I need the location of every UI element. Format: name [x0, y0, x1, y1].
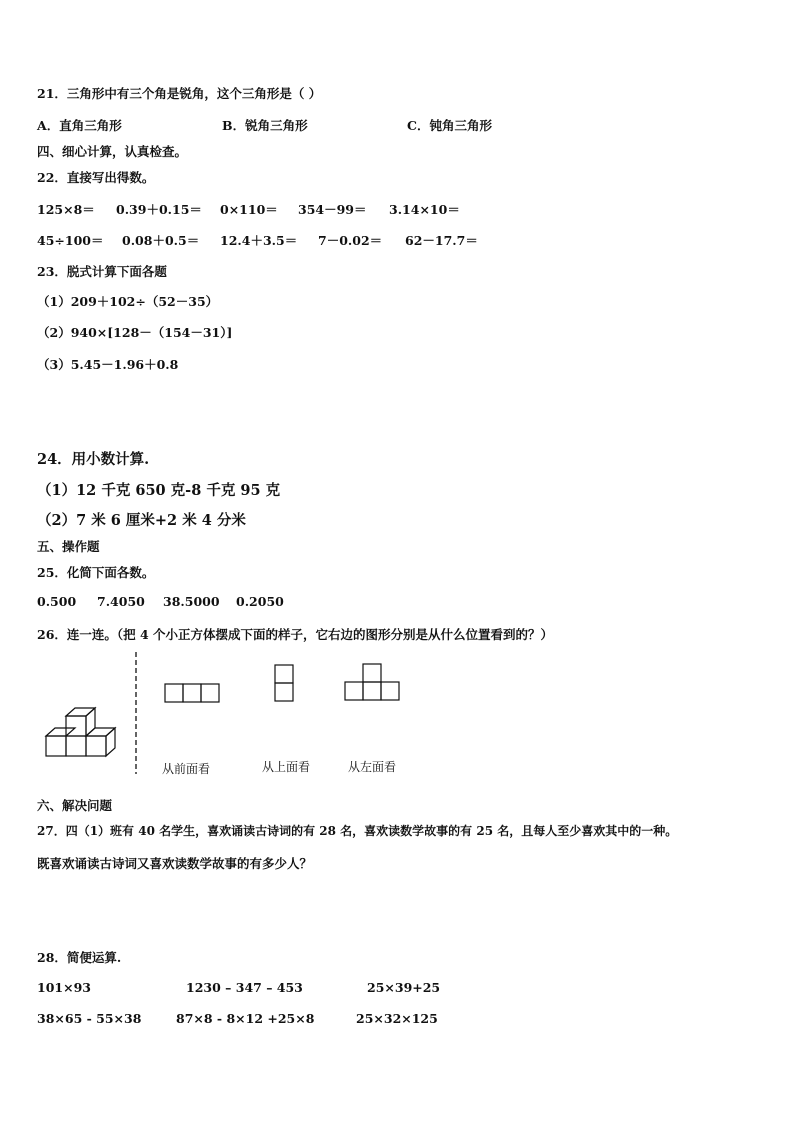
- q25-number: 7.4050: [97, 594, 145, 609]
- q23-item-3: （3）5.45－1.96＋0.8: [37, 357, 179, 372]
- q22-item: 354－99＝: [298, 202, 367, 217]
- q22-stem: 22．直接写出得数。: [37, 170, 155, 185]
- q28-item: 101×93: [37, 980, 91, 995]
- q24-stem: 24．用小数计算.: [37, 451, 150, 468]
- view-label-left: 从左面看: [348, 760, 397, 774]
- q23-stem: 23．脱式计算下面各题: [37, 264, 167, 279]
- q22-item: 0.39＋0.15＝: [116, 202, 202, 217]
- section-6-heading: 六、解决问题: [37, 798, 113, 813]
- q21-option-a: A．直角三角形: [37, 118, 122, 133]
- q22-item: 125×8＝: [37, 202, 95, 217]
- q28-item: 1230 – 347 – 453: [186, 980, 303, 995]
- q22-item: 0.08＋0.5＝: [122, 233, 200, 248]
- q25-stem: 25．化简下面各数。: [37, 565, 155, 580]
- q23-item-2: （2）940×[128－（154－31）]: [37, 325, 233, 340]
- section-4-heading: 四、细心计算，认真检查。: [37, 144, 188, 159]
- q24-item-2: （2）7 米 6 厘米+2 米 4 分米: [37, 512, 246, 529]
- q28-item: 38×65 - 55×38: [37, 1011, 142, 1026]
- q21-option-c: C．钝角三角形: [407, 118, 492, 133]
- front-view-figure: [164, 683, 222, 703]
- q28-item: 87×8 - 8×12 +25×8: [176, 1011, 315, 1026]
- section-5-heading: 五、操作题: [37, 539, 100, 554]
- cube-stack-figure: [40, 690, 130, 762]
- q27-line-1: 27．四（1）班有 40 名学生，喜欢诵读古诗词的有 28 名，喜欢读数学故事的有 25 名，且每人至少喜欢其中的一种。: [37, 824, 678, 838]
- q24-item-1: （1）12 千克 650 克-8 千克 95 克: [37, 482, 281, 499]
- q22-item: 62－17.7＝: [405, 233, 478, 248]
- q25-number: 0.2050: [236, 594, 284, 609]
- top-view-figure: [274, 664, 296, 704]
- q28-item: 25×32×125: [356, 1011, 438, 1026]
- q25-number: 38.5000: [163, 594, 220, 609]
- q21-option-b: B．锐角三角形: [222, 118, 308, 133]
- q26-stem: 26．连一连。（把 4 个小正方体摆成下面的样子，它右边的图形分别是从什么位置看到的？）: [37, 627, 554, 642]
- q22-item: 3.14×10＝: [389, 202, 460, 217]
- q22-item: 7－0.02＝: [318, 233, 383, 248]
- q22-item: 12.4＋3.5＝: [220, 233, 298, 248]
- view-label-front: 从前面看: [162, 762, 211, 776]
- left-view-figure: [344, 663, 404, 703]
- view-label-top: 从上面看: [262, 760, 311, 774]
- q22-item: 45÷100＝: [37, 233, 104, 248]
- q22-item: 0×110＝: [220, 202, 278, 217]
- q21-stem: 21．三角形中有三个角是锐角，这个三角形是（ ）: [37, 86, 322, 101]
- q27-line-2: 既喜欢诵读古诗词又喜欢读数学故事的有多少人？: [37, 856, 313, 871]
- q23-item-1: （1）209＋102÷（52－35）: [37, 294, 219, 309]
- q25-number: 0.500: [37, 594, 77, 609]
- q28-stem: 28．简便运算.: [37, 950, 122, 965]
- q28-item: 25×39+25: [367, 980, 441, 995]
- dashed-divider: [134, 652, 138, 774]
